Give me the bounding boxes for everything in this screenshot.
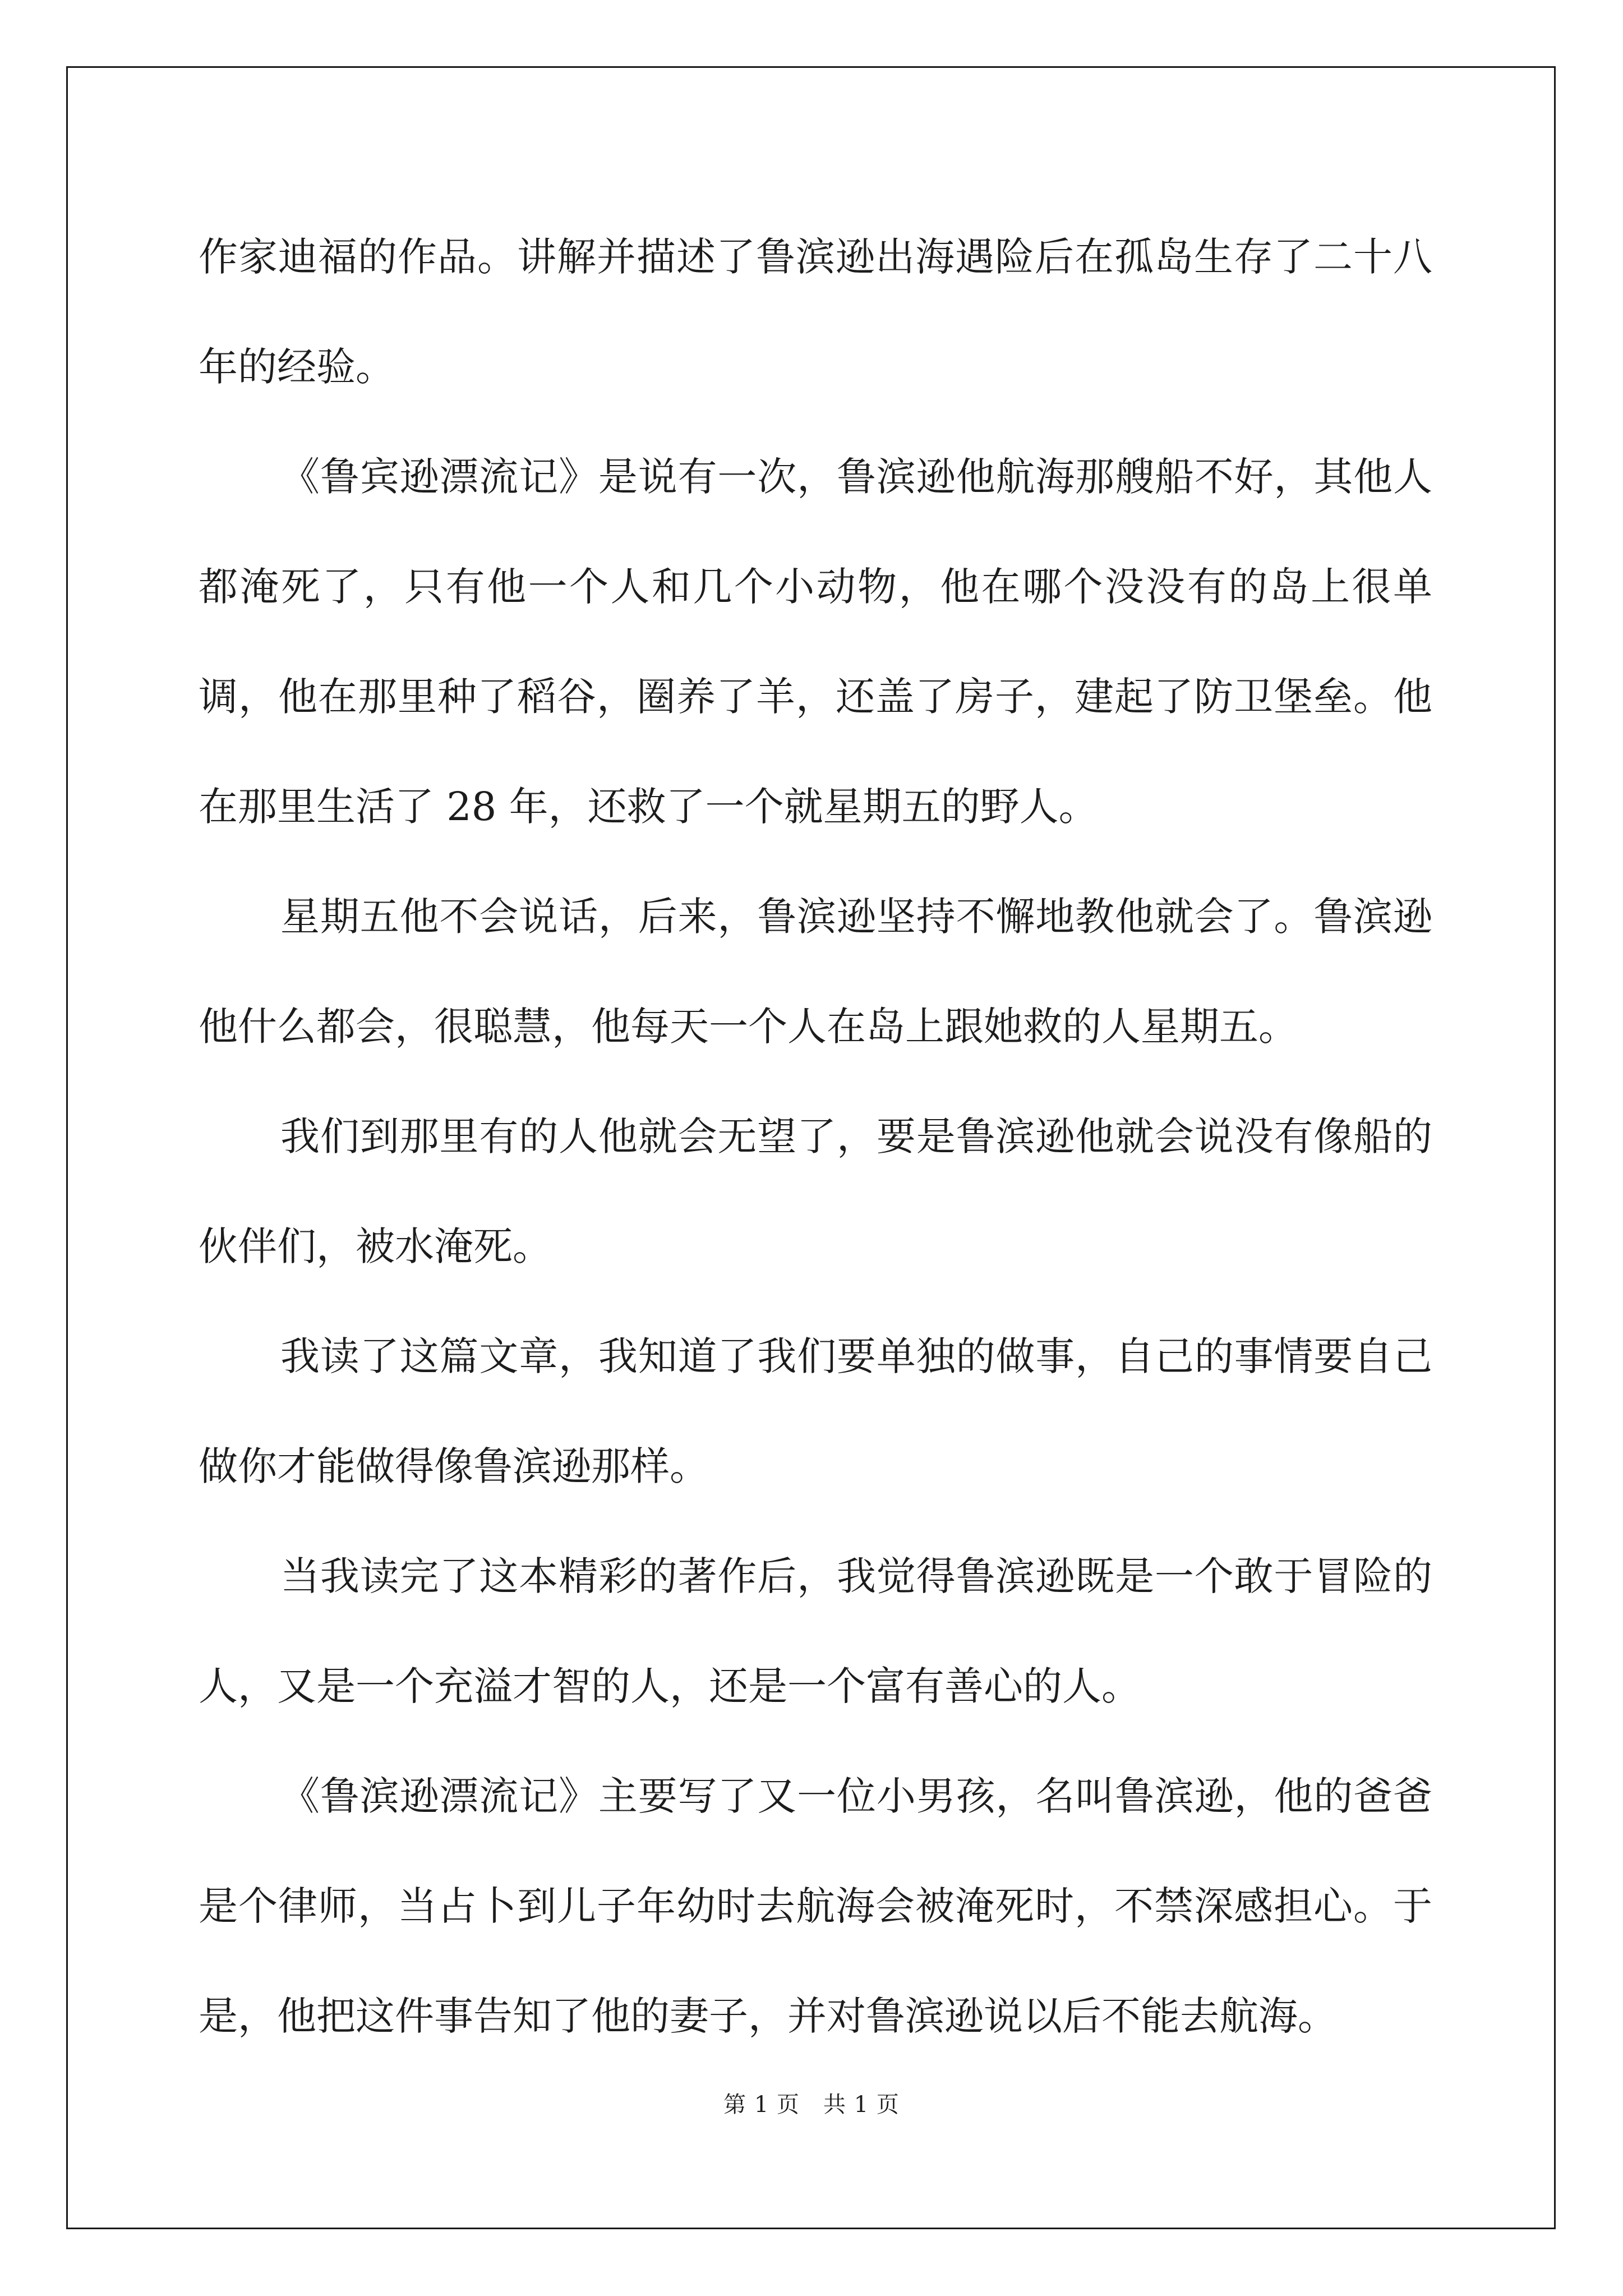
page-footer [0, 2087, 1623, 2119]
paragraph: 当我读完了这本精彩的著作后，我觉得鲁滨逊既是一个敢于冒险的人，又是一个充溢才智的人，还是一个富有善心的人。 [199, 1553, 1432, 1709]
paragraph: 我们到那里有的人他就会无望了，要是鲁滨逊他就会说没有像船的伙伴们，被水淹死。 [199, 1114, 1432, 1269]
paragraph: 我读了这篇文章，我知道了我们要单独的做事，自己的事情要自己做你才能做得像鲁滨逊那样。 [199, 1333, 1432, 1489]
page-total: 共 1 页 [823, 2092, 900, 2118]
paragraph: 星期五他不会说话，后来，鲁滨逊坚持不懈地教他就会了。鲁滨逊他什么都会，很聪慧，他每天一个人在岛上跟她救的人星期五。 [199, 894, 1432, 1050]
document-body [199, 202, 1432, 2071]
page-number: 第 1 页 [723, 2092, 800, 2118]
paragraph: 《鲁宾逊漂流记》是说有一次，鲁滨逊他航海那艘船不好，其他人都淹死了，只有他一个人和几个小动物，他在哪个没没有的岛上很单调，他在那里种了稻谷，圈养了羊，还盖了房子，建起了防卫堡垒。他在那里生活了 28 年，还救了一个就星期五的野人。 [199, 454, 1432, 830]
paragraph: 《鲁滨逊漂流记》主要写了又一位小男孩，名叫鲁滨逊，他的爸爸是个律师，当占卜到儿子年幼时去航海会被淹死时，不禁深感担心。于是，他把这件事告知了他的妻子，并对鲁滨逊说以后不能去航海。 [199, 1773, 1432, 2039]
paragraph: 作家迪福的作品。讲解并描述了鲁滨逊出海遇险后在孤岛生存了二十八年的经验。 [199, 234, 1432, 390]
